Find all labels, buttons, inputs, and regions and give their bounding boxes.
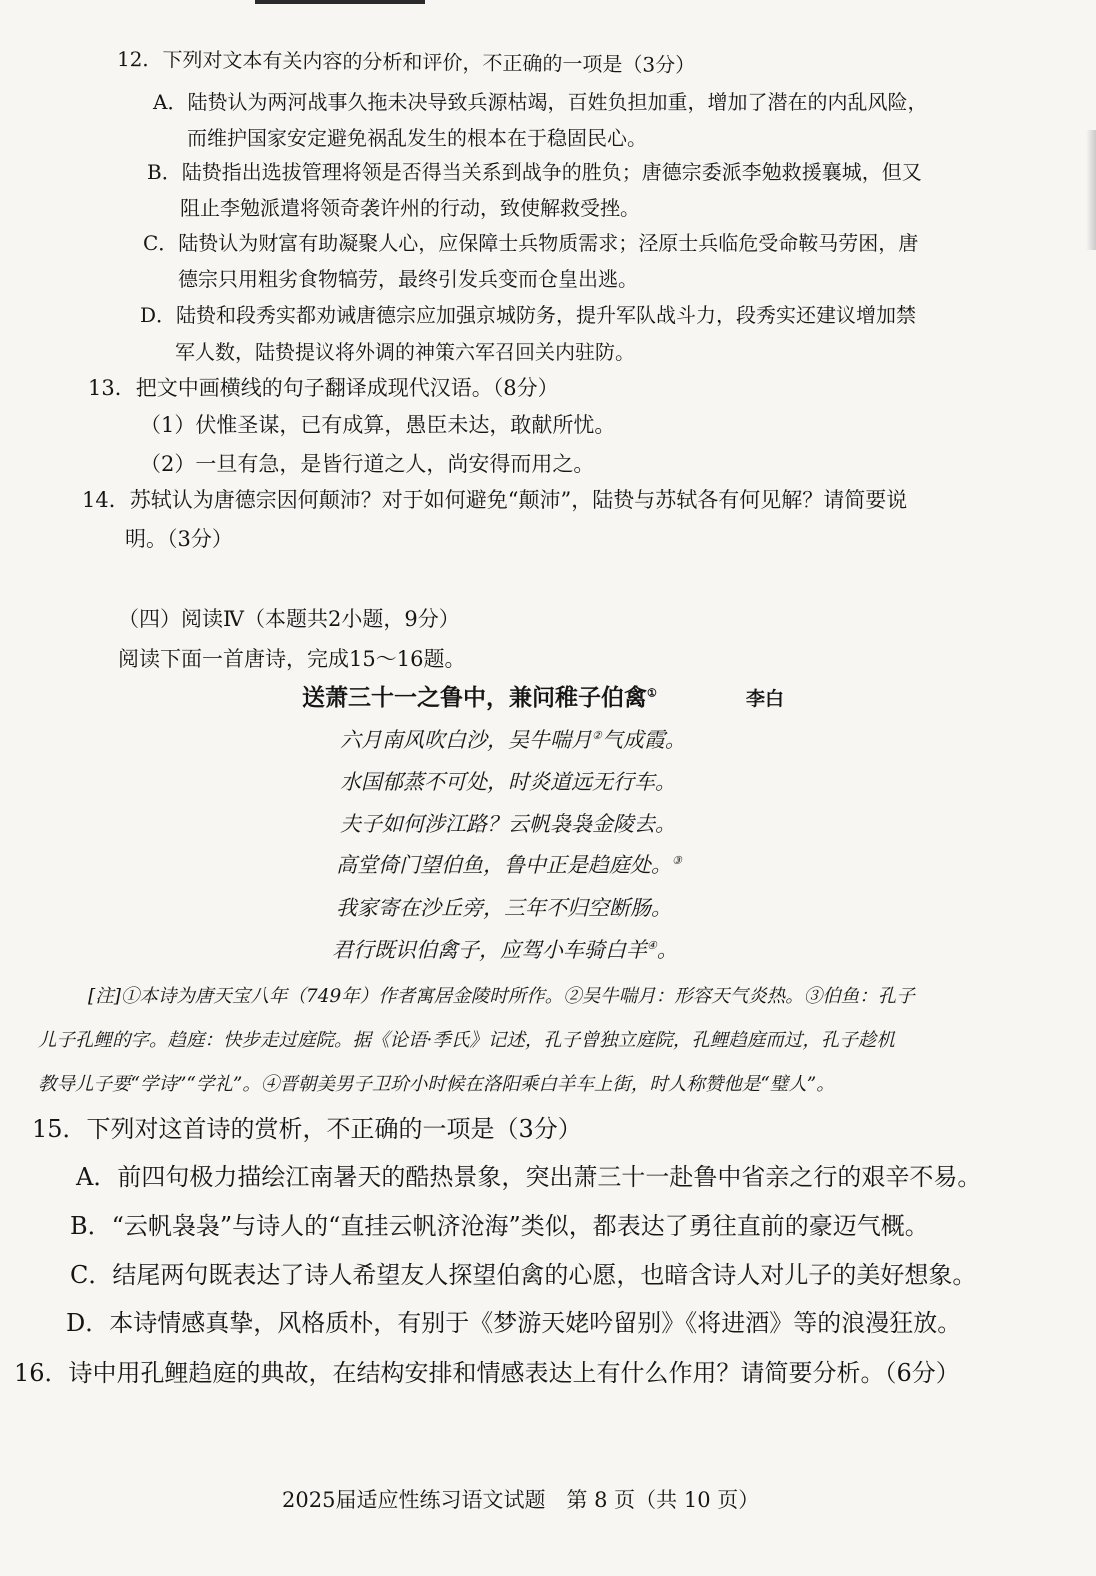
q15-option-b: B．“云帆袅袅”与诗人的“直挂云帆济沧海”类似，都表达了勇往直前的豪迈气概。 — [70, 1212, 929, 1240]
poem-author: 李白 — [746, 688, 785, 710]
poem-note-mark-2: ② — [592, 729, 602, 742]
q12-option-c-line2: 德宗只用粗劣食物犒劳，最终引发兵变而仓皇出逃。 — [178, 267, 638, 291]
poem-title-note-mark: ① — [647, 686, 657, 700]
q12-option-a-line2: 而维护国家安定避免祸乱发生的根本在于稳固民心。 — [187, 126, 647, 150]
q12-option-b-line2: 阻止李勉派遣将领奇袭许州的行动，致使解救受挫。 — [180, 196, 640, 220]
q15-option-a: A．前四句极力描绘江南暑天的酷热景象，突出萧三十一赴鲁中省亲之行的艰辛不易。 — [76, 1163, 982, 1191]
poem-line-6a: 君行既识伯禽子，应驾小车骑白羊 — [332, 938, 647, 962]
poem-title-text: 送萧三十一之鲁中，兼问稚子伯禽 — [302, 684, 647, 711]
q15-stem: 15．下列对这首诗的赏析，不正确的一项是（3分） — [32, 1115, 582, 1143]
q12-stem: 12．下列对文本有关内容的分析和评价，不正确的一项是（3分） — [116, 46, 696, 78]
poem-title — [302, 684, 657, 712]
section-heading: （四）阅读Ⅳ（本题共2小题，9分） — [118, 607, 460, 631]
scan-top-mark — [255, 0, 425, 4]
section-instruction: 阅读下面一首唐诗，完成15～16题。 — [118, 647, 466, 671]
poem-line-4 — [336, 853, 682, 878]
q12-option-d-line1: D．陆贽和段秀实都劝诫唐德宗应加强京城防务，提升军队战斗力，段秀实还建议增加禁 — [140, 303, 917, 327]
poem-note-line1: [注]①本诗为唐天宝八年（749年）作者寓居金陵时所作。②吴牛喘月：形容天气炎热。③伯鱼：孔子 — [88, 986, 915, 1007]
poem-note-mark-3: ③ — [672, 854, 682, 867]
poem-line-1b: 气成霞。 — [601, 728, 686, 752]
poem-line-1 — [340, 728, 686, 753]
q12-option-c-line1: C．陆贽认为财富有助凝聚人心，应保障士兵物质需求；泾原士兵临危受命鞍马劳困，唐 — [143, 231, 919, 255]
q16-stem: 16．诗中用孔鲤趋庭的典故，在结构安排和情感表达上有什么作用？请简要分析。（6分） — [14, 1359, 960, 1387]
q14-stem-line1: 14．苏轼认为唐德宗因何颠沛？对于如何避免“颠沛”，陆贽与苏轼各有何见解？请简要说 — [82, 488, 908, 512]
poem-line-2: 水国郁蒸不可处，时炎道远无行车。 — [340, 770, 676, 794]
poem-line-6 — [332, 938, 678, 963]
page-footer: 2025届适应性练习语文试题 第 8 页（共 10 页） — [282, 1488, 760, 1512]
q13-sentence-1: （1）伏惟圣谋，已有成算，愚臣未达，敢献所忧。 — [140, 413, 616, 437]
poem-note-mark-4: ④ — [647, 939, 657, 952]
q12-option-a-line1: A．陆贽认为两河战事久拖未决导致兵源枯竭，百姓负担加重，增加了潜在的内乱风险， — [153, 90, 928, 114]
q15-option-d: D．本诗情感真挚，风格质朴，有别于《梦游天姥吟留别》《将进酒》等的浪漫狂放。 — [66, 1309, 962, 1337]
poem-note-line2: 儿子孔鲤的字。趋庭：快步走过庭院。据《论语·季氏》记述，孔子曾独立庭院，孔鲤趋庭而过，孔子趁机 — [38, 1030, 895, 1051]
poem-line-6b: 。 — [656, 938, 678, 962]
poem-line-5: 我家寄在沙丘旁，三年不归空断肠。 — [336, 896, 672, 920]
q13-sentence-2: （2）一旦有急，是皆行道之人，尚安得而用之。 — [140, 452, 595, 476]
poem-note-line3: 教导儿子要“学诗”“学礼”。④晋朝美男子卫玠小时候在洛阳乘白羊车上街，时人称赞他是“璧人”。 — [38, 1074, 835, 1095]
poem-line-1a: 六月南风吹白沙，吴牛喘月 — [340, 728, 592, 752]
q13-stem: 13．把文中画横线的句子翻译成现代汉语。（8分） — [88, 376, 559, 400]
scan-edge-shadow — [1086, 130, 1096, 250]
q12-option-b-line1: B．陆贽指出选拔管理将领是否得当关系到战争的胜负；唐德宗委派李勉救援襄城，但又 — [147, 160, 922, 184]
q14-stem-line2: 明。（3分） — [125, 527, 233, 551]
poem-line-3: 夫子如何涉江路？云帆袅袅金陵去。 — [340, 812, 676, 836]
q15-option-c: C．结尾两句既表达了诗人希望友人探望伯禽的心愿，也暗含诗人对儿子的美好想象。 — [70, 1261, 977, 1289]
poem-line-4-text: 高堂倚门望伯鱼，鲁中正是趋庭处。 — [336, 853, 672, 877]
q12-option-d-line2: 军人数，陆贽提议将外调的神策六军召回关内驻防。 — [175, 340, 635, 364]
